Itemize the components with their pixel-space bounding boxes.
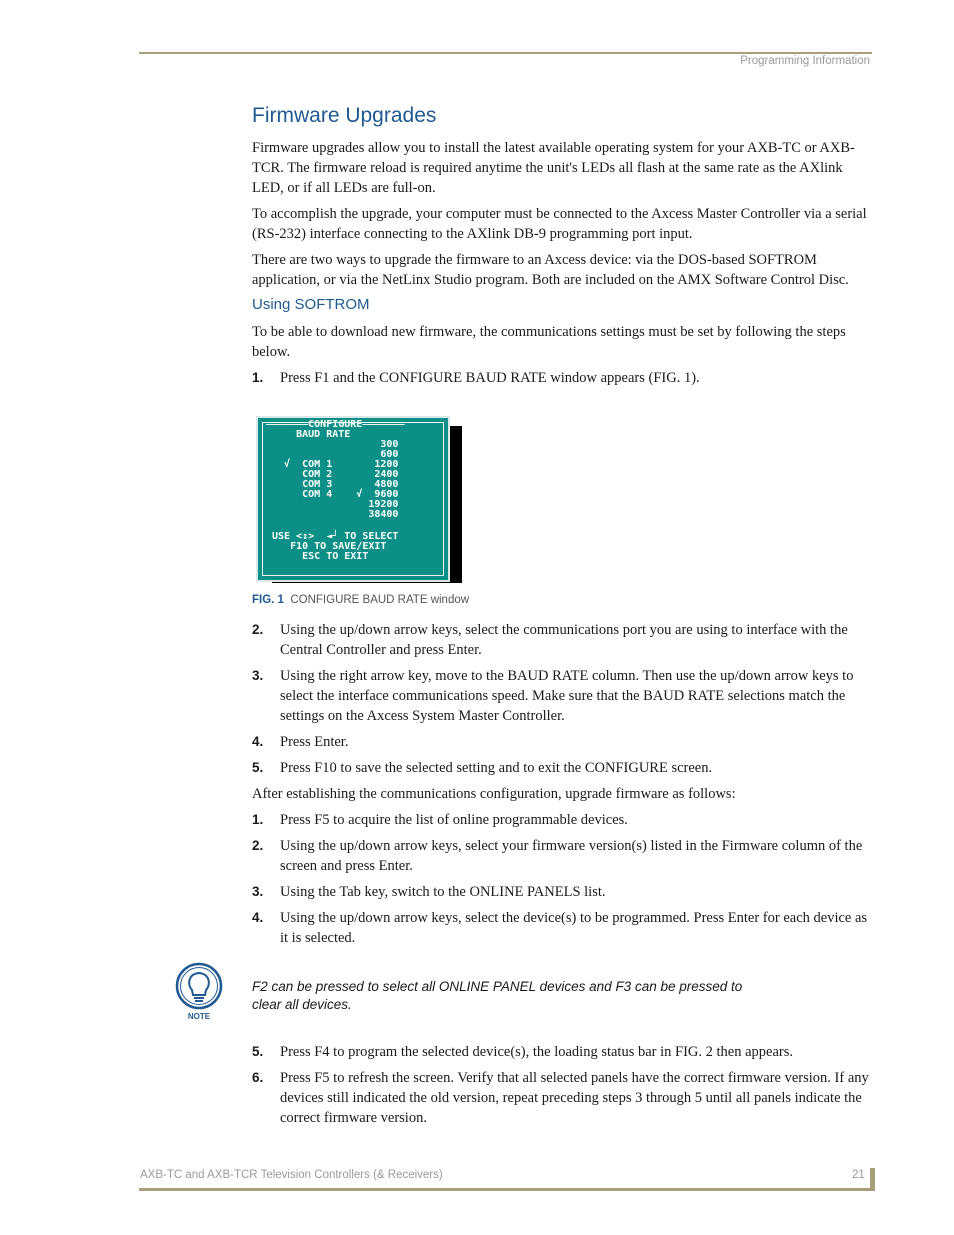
step-item bbox=[252, 882, 870, 902]
step-text: Using the up/down arrow keys, select the communications port you are using to interface with the Central Controller and press Enter. bbox=[280, 622, 848, 658]
screen-line: 600 bbox=[266, 449, 399, 460]
step-text: Using the right arrow key, move to the BAUD RATE column. Then use the up/down arrow keys to select the interface communications speed. Make sure that the BAUD RATE selections match the settings on the Axcess System Master Controller. bbox=[280, 668, 854, 724]
screen-line: ESC TO EXIT bbox=[266, 551, 369, 562]
configure-baud-rate-figure bbox=[256, 416, 466, 588]
screen-line: BAUD RATE bbox=[266, 429, 351, 440]
step-number: 6. bbox=[252, 1070, 264, 1085]
figure-caption-text: CONFIGURE BAUD RATE window bbox=[290, 594, 470, 606]
step-number: 3. bbox=[252, 884, 264, 899]
footer-doc-title: AXB-TC and AXB-TCR Television Controllers (& Receivers) bbox=[140, 1169, 443, 1181]
lightbulb-icon bbox=[174, 962, 224, 1022]
screen-line: 300 bbox=[266, 439, 399, 450]
step-item bbox=[252, 1068, 870, 1128]
page-title: Firmware Upgrades bbox=[252, 104, 437, 127]
figure-label: FIG. 1 bbox=[252, 594, 284, 606]
step-text: Press F4 to program the selected device(s), the loading status bar in FIG. 2 then appears. bbox=[280, 1044, 794, 1060]
step-number: 4. bbox=[252, 910, 264, 925]
screen-line: F10 TO SAVE/EXIT bbox=[266, 541, 387, 552]
step-number: 3. bbox=[252, 668, 264, 683]
step-item bbox=[252, 368, 870, 388]
intro-paragraph: There are two ways to upgrade the firmware to an Axcess device: via the DOS-based SOFTROM application, or via the NetLinx Studio program. Both are included on the AMX Software Control Disc. bbox=[252, 252, 849, 288]
screen-line: 19200 bbox=[266, 499, 399, 510]
step-number: 1. bbox=[252, 370, 264, 385]
main-content bbox=[187, 104, 870, 1134]
step-text: Press F10 to save the selected setting and to exit the CONFIGURE screen. bbox=[280, 760, 713, 776]
after-config-paragraph: After establishing the communications configuration, upgrade firmware as follows: bbox=[252, 786, 736, 802]
dos-screen bbox=[256, 416, 450, 582]
screen-line: 38400 bbox=[266, 509, 399, 520]
step-item bbox=[252, 1042, 870, 1062]
note-icon-label: NOTE bbox=[187, 1012, 211, 1021]
step-text: Using the up/down arrow keys, select the device(s) to be programmed. Press Enter for each device as it is selected. bbox=[280, 910, 868, 946]
screen-line: COM 2 2400 bbox=[266, 469, 399, 480]
note-text: F2 can be pressed to select all ONLINE PANEL devices and F3 can be pressed to clear all devices. bbox=[252, 979, 743, 1012]
section-subtitle: Using SOFTROM bbox=[252, 296, 370, 313]
screen-line: COM 3 4800 bbox=[266, 479, 399, 490]
step-item bbox=[252, 620, 870, 660]
step-text: Using the up/down arrow keys, select your firmware version(s) listed in the Firmware column of the screen and press Enter. bbox=[280, 838, 863, 874]
intro-paragraph: To accomplish the upgrade, your computer must be connected to the Axcess Master Controller via a serial (RS-232) interface connecting to the AXlink DB-9 programming port input. bbox=[252, 206, 867, 242]
step-item bbox=[252, 758, 870, 778]
step-item bbox=[252, 836, 870, 876]
step-number: 2. bbox=[252, 838, 264, 853]
page-number: 21 bbox=[852, 1169, 865, 1181]
step-text: Press F5 to refresh the screen. Verify that all selected panels have the correct firmware version. If any devices still indicated the old version, repeat preceding steps 3 through 5 until all panels indicate the correct firmware version. bbox=[280, 1070, 869, 1126]
step-text: Using the Tab key, switch to the ONLINE PANELS list. bbox=[280, 884, 606, 900]
step-item bbox=[252, 810, 870, 830]
step-text: Press F1 and the CONFIGURE BAUD RATE window appears (FIG. 1). bbox=[280, 370, 700, 386]
intro-paragraph: Firmware upgrades allow you to install the latest available operating system for your AXB-TC or AXB-TCR. The firmware reload is required anytime the unit's LEDs all flash at the same rate as the AXlink LED, or if all LEDs are full-on. bbox=[252, 140, 855, 196]
screen-line: ═══════CONFIGURE═══════ bbox=[266, 419, 405, 430]
screen-line: √ COM 1 1200 bbox=[266, 459, 399, 470]
screen-line: COM 4 √ 9600 bbox=[266, 489, 399, 500]
step-text: Press Enter. bbox=[280, 734, 349, 750]
note-box bbox=[187, 978, 870, 1021]
step-item bbox=[252, 666, 870, 726]
softrom-intro: To be able to download new firmware, the communications settings must be set by following the steps below. bbox=[252, 324, 846, 360]
header-rule bbox=[139, 52, 872, 54]
step-number: 5. bbox=[252, 1044, 264, 1059]
step-text: Press F5 to acquire the list of online programmable devices. bbox=[280, 812, 628, 828]
step-item bbox=[252, 908, 870, 948]
footer-bar bbox=[870, 1168, 875, 1191]
screen-line: USE <↕> ◄┘ TO SELECT bbox=[266, 531, 399, 542]
step-number: 4. bbox=[252, 734, 264, 749]
step-item bbox=[252, 732, 870, 752]
footer-rule bbox=[139, 1188, 872, 1191]
step-number: 1. bbox=[252, 812, 264, 827]
figure-caption bbox=[252, 594, 870, 606]
header-section: Programming Information bbox=[740, 55, 870, 67]
step-number: 2. bbox=[252, 622, 264, 637]
step-number: 5. bbox=[252, 760, 264, 775]
